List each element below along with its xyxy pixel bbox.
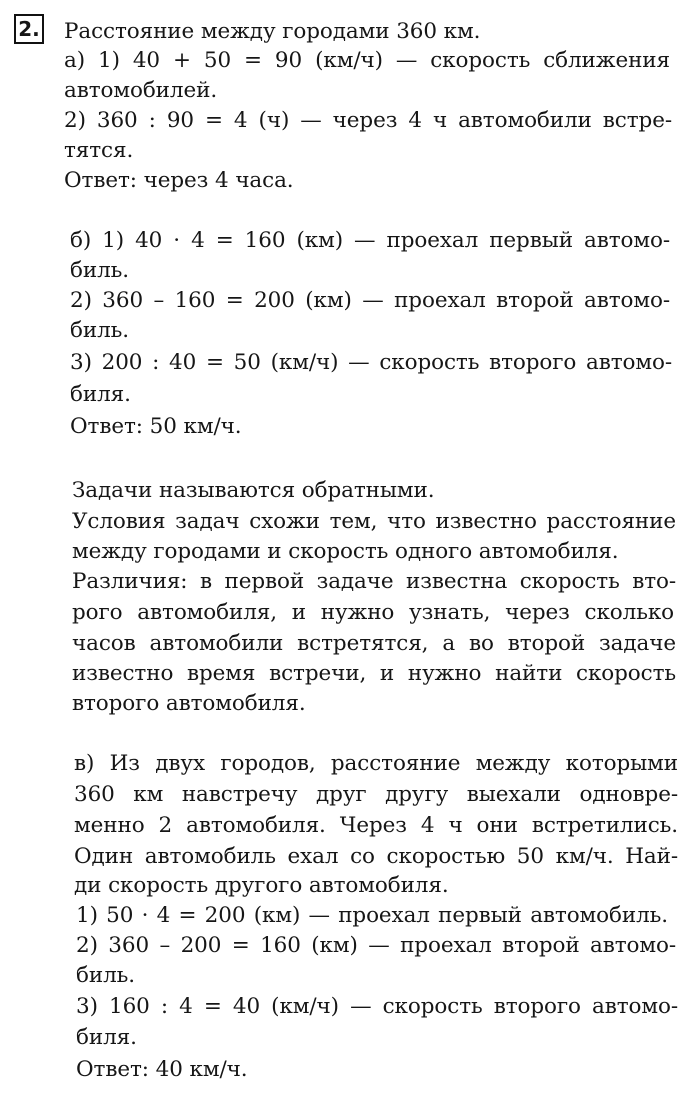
comparison-line-4: Различия: в первой задаче известна скорость вто- [72, 569, 676, 594]
part-v-answer: Ответ: 40 км/ч. [76, 1057, 248, 1082]
part-b-line-4: биль. [70, 318, 129, 343]
part-b-line-3: 2) 360 – 160 = 200 (км) — проехал второй автомо- [70, 288, 670, 313]
part-v-line-1: в) Из двух городов, расстояние между которыми [74, 751, 678, 776]
comparison-line-1: Задачи называются обратными. [72, 478, 435, 503]
part-a-line-4: тятся. [64, 138, 134, 163]
part-v-step-3: 3) 160 : 4 = 40 (км/ч) — скорость второго автомо- [76, 994, 678, 1019]
comparison-line-6: часов автомобили встретятся, а во второй задаче [72, 631, 676, 656]
part-b-line-2: биль. [70, 258, 129, 283]
part-v-step-1: 1) 50 · 4 = 200 (км) — проехал первый автомобиль. [76, 903, 668, 928]
part-v-step-2-cont: биль. [76, 963, 135, 988]
comparison-line-5: рого автомобиля, и нужно узнать, через сколько [72, 600, 674, 625]
part-v-line-3: менно 2 автомобиля. Через 4 ч они встретились. [74, 813, 678, 838]
part-v-line-4: Один автомобиль ехал со скоростью 50 км/ч. Най- [74, 844, 678, 869]
part-b-line-5: 3) 200 : 40 = 50 (км/ч) — скорость второго автомо- [70, 350, 672, 375]
part-a-line-2: автомобилей. [64, 78, 218, 103]
task-intro: Расстояние между городами 360 км. [64, 19, 481, 44]
task-number-badge: 2. [14, 14, 44, 44]
part-v-line-2: 360 км навстречу друг другу выехали одновре- [74, 782, 678, 807]
comparison-line-7: известно время встречи, и нужно найти скорость [72, 661, 676, 686]
part-v-step-2: 2) 360 – 200 = 160 (км) — проехал второй автомо- [76, 933, 676, 958]
part-b-answer: Ответ: 50 км/ч. [70, 414, 242, 439]
part-a-line-1: а) 1) 40 + 50 = 90 (км/ч) — скорость сближения [64, 48, 670, 73]
part-b-line-6: биля. [70, 382, 131, 407]
part-b-line-1: б) 1) 40 · 4 = 160 (км) — проехал первый автомо- [70, 228, 670, 253]
comparison-line-8: второго автомобиля. [72, 691, 306, 716]
part-a-answer: Ответ: через 4 часа. [64, 168, 294, 193]
comparison-line-2: Условия задач схожи тем, что известно расстояние [72, 509, 676, 534]
part-a-line-3: 2) 360 : 90 = 4 (ч) — через 4 ч автомобили встре- [64, 108, 672, 133]
part-v-line-5: ди скорость другого автомобиля. [74, 873, 449, 898]
part-v-step-3-cont: биля. [76, 1025, 137, 1050]
comparison-line-3: между городами и скорость одного автомобиля. [72, 539, 619, 564]
